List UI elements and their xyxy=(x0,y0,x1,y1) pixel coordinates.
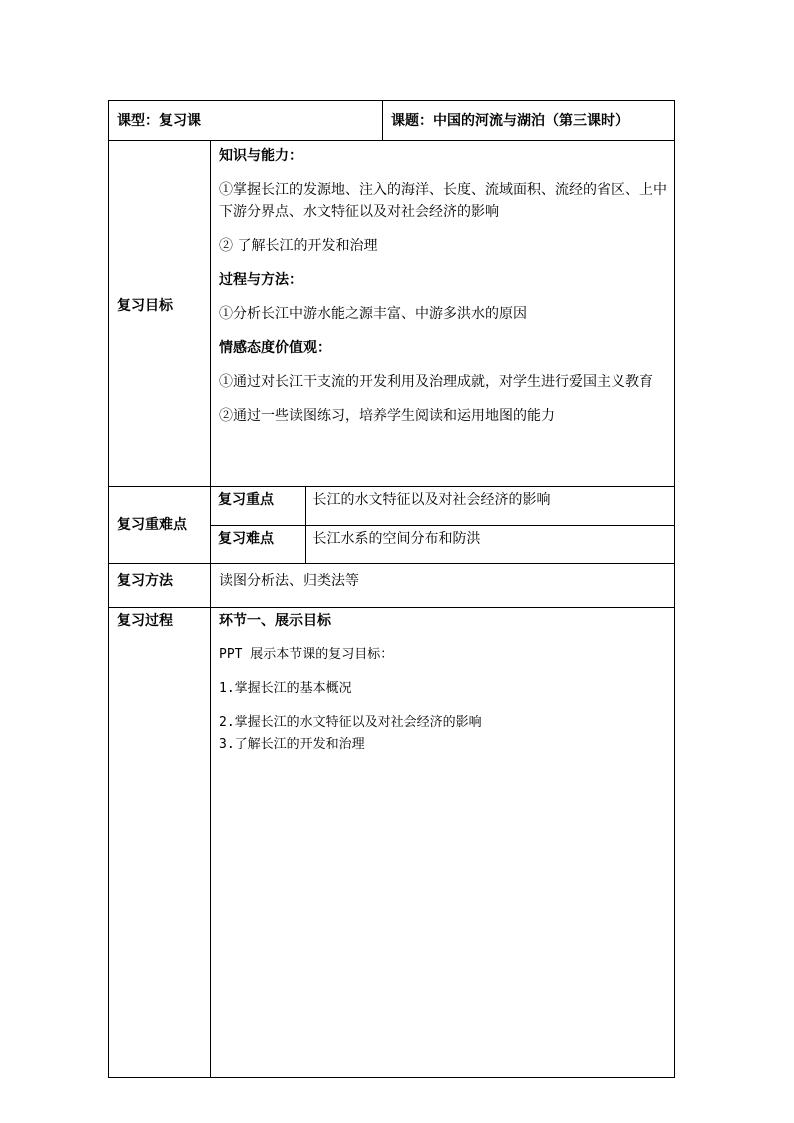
process-label: 复习过程 xyxy=(117,613,173,629)
method-content xyxy=(211,564,675,608)
lesson-plan-table xyxy=(108,100,675,1078)
table-row xyxy=(211,487,674,525)
key-points-content xyxy=(211,487,675,564)
method-value: 读图分析法、归类法等 xyxy=(219,573,359,589)
objectives-label-cell xyxy=(109,141,211,487)
knowledge-item: ② 了解长江的开发和治理 xyxy=(219,238,378,254)
process-heading: 过程与方法： xyxy=(219,272,303,288)
lesson-type-cell xyxy=(109,101,383,141)
lesson-type: 课型：复习课 xyxy=(117,112,201,129)
knowledge-heading: 知识与能力： xyxy=(219,148,303,164)
process-intro: PPT 展示本节课的复习目标： xyxy=(219,647,394,662)
method-label: 复习方法 xyxy=(117,573,173,589)
process-section-title: 环节一、展示目标 xyxy=(219,613,331,629)
objectives-label: 复习目标 xyxy=(117,298,173,314)
topic-cell xyxy=(383,101,675,141)
process-item: ①分析长江中游水能之源丰富、中游多洪水的原因 xyxy=(219,306,527,322)
table-row xyxy=(211,525,674,563)
attitude-heading: 情感态度价值观： xyxy=(219,340,331,356)
process-item: 1.掌握长江的基本概况 xyxy=(219,681,352,696)
key-points-table xyxy=(211,487,674,563)
difficulty-value: 长江水系的空间分布和防洪 xyxy=(312,530,481,547)
attitude-item: ②通过一些读图练习，培养学生阅读和运用地图的能力 xyxy=(219,408,555,424)
attitude-item: ①通过对长江干支流的开发利用及治理成就，对学生进行爱国主义教育 xyxy=(219,374,653,390)
process-item: 2.掌握长江的水文特征以及对社会经济的影响 xyxy=(219,715,482,730)
key-points-label-cell xyxy=(109,487,211,564)
method-label-cell xyxy=(109,564,211,608)
knowledge-item: ①掌握长江的发源地、注入的海洋、长度、流域面积、流经的省区、上中下游分界点、水文特征以及对社会经济的影响 xyxy=(219,182,667,220)
key-points-label: 复习重难点 xyxy=(117,517,187,533)
key-point-label: 复习重点 xyxy=(211,487,305,525)
process-item: 3.了解长江的开发和治理 xyxy=(219,737,365,752)
objectives-content xyxy=(211,141,675,487)
process-label-cell xyxy=(109,608,211,1078)
key-point-value: 长江的水文特征以及对社会经济的影响 xyxy=(305,487,674,525)
process-content xyxy=(211,608,675,1078)
difficulty-label: 复习难点 xyxy=(211,525,305,563)
lesson-topic: 课题：中国的河流与湖泊（第三课时） xyxy=(391,112,629,129)
